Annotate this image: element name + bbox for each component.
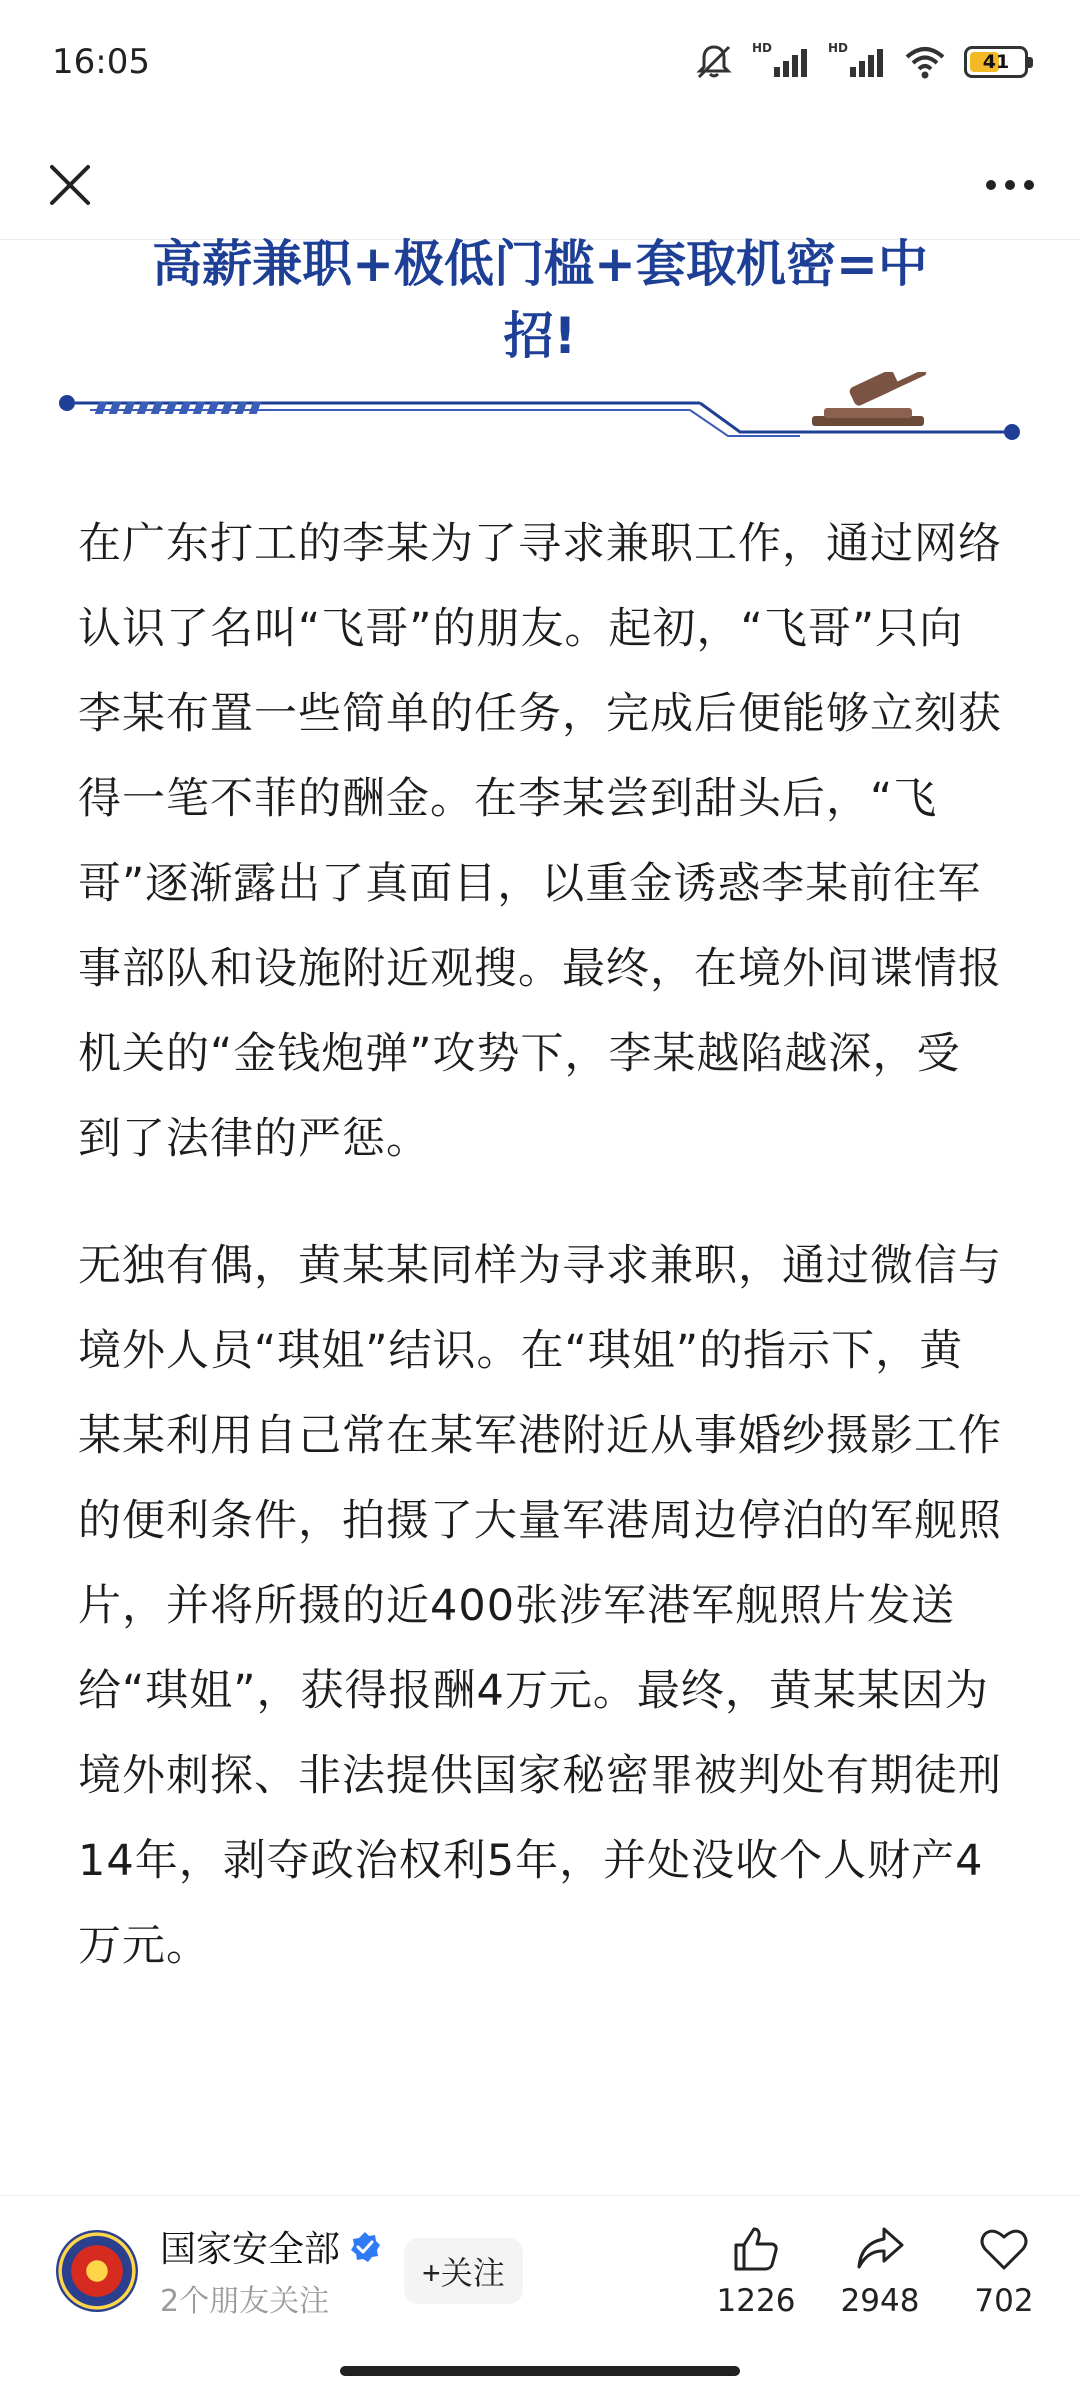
gavel-icon xyxy=(812,372,927,426)
headline-line-1: 高薪兼职+极低门槛+套取机密=中 xyxy=(152,235,928,293)
headline-divider-graphic xyxy=(0,372,1080,482)
verified-badge-icon xyxy=(348,2230,382,2264)
signal-icon-2 xyxy=(828,41,886,79)
hd-label-1: HD xyxy=(752,41,773,55)
headline-line-2: 招! xyxy=(503,307,577,365)
home-indicator[interactable] xyxy=(340,2366,740,2376)
favorite-count: 702 xyxy=(974,2282,1034,2319)
author-avatar[interactable] xyxy=(56,2230,138,2312)
battery-level: 41 xyxy=(982,51,1010,73)
hd-label-2: HD xyxy=(828,41,849,55)
bottom-action-bar xyxy=(0,2195,1080,2345)
share-icon xyxy=(854,2223,906,2275)
share-action[interactable] xyxy=(834,2223,926,2319)
share-count: 2948 xyxy=(840,2282,920,2319)
close-button[interactable] xyxy=(34,149,106,221)
heart-icon xyxy=(978,2223,1030,2275)
author-follow-info: 2个朋友关注 xyxy=(160,2284,330,2319)
follow-button[interactable]: +关注 xyxy=(404,2238,523,2304)
author-info[interactable] xyxy=(160,2221,382,2320)
wifi-icon xyxy=(904,45,946,79)
like-action[interactable] xyxy=(710,2223,802,2319)
status-time: 16:05 xyxy=(52,42,150,82)
battery-icon xyxy=(964,46,1028,78)
article-paragraph-1: 在广东打工的李某为了寻求兼职工作，通过网络认识了名叫“飞哥”的朋友。起初，“飞哥”只向李某布置一些简单的任务，完成后便能够立刻获得一笔不菲的酬金。在李某尝到甜头后，“飞哥”逐渐露出了真面目，以重金诱惑李某前往军事部队和设施附近观搜。最终，在境外间谍情报机关的“金钱炮弹”攻势下，李某越陷越深，受到了法律的严惩。 xyxy=(78,519,1002,1164)
mute-icon xyxy=(694,43,734,81)
article-actions xyxy=(710,2223,1050,2319)
status-bar xyxy=(0,0,1080,130)
status-icons xyxy=(694,43,1028,81)
like-count: 1226 xyxy=(716,2282,796,2319)
signal-icon-1 xyxy=(752,41,810,79)
article-paragraph-2: 无独有偶，黄某某同样为寻求兼职，通过微信与境外人员“琪姐”结识。在“琪姐”的指示下，黄某某利用自己常在某军港附近从事婚纱摄影工作的便利条件，拍摄了大量军港周边停泊的军舰照片，并将所摄的近400张涉军港军舰照片发送给“琪姐”，获得报酬4万元。最终，黄某某因为境外刺探、非法提供国家秘密罪被判处有期徒刑14年，剥夺政治权利5年，并处没收个人财产4万元。 xyxy=(78,1241,1002,1971)
more-button[interactable] xyxy=(974,149,1046,221)
close-icon xyxy=(48,163,92,207)
thumbs-up-icon xyxy=(730,2223,782,2275)
favorite-action[interactable] xyxy=(958,2223,1050,2319)
more-icon xyxy=(984,178,1036,192)
author-name[interactable]: 国家安全部 xyxy=(160,2229,341,2270)
article-content xyxy=(0,235,1080,1989)
article-headline xyxy=(0,228,1080,372)
top-nav-bar xyxy=(0,130,1080,240)
